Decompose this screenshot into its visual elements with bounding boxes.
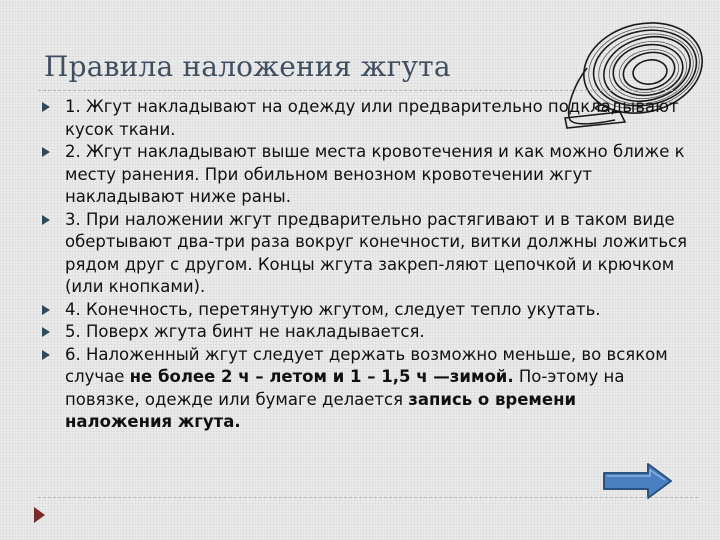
bullet-arrow-icon [42,305,50,315]
footer-divider [38,497,698,498]
list-item-text [65,345,668,432]
list-item [40,96,688,141]
triangle-marker-icon [34,507,45,523]
rules-list [40,96,688,434]
list-item-text-part: По-этому на повязке, одежде или бумаге делается [65,367,625,409]
list-item-text: 2. Жгут накладывают выше места кровотечения и как можно ближе к месту ранения. При обильном венозном кровотечении жгут накладывают ниже раны. [65,142,685,206]
list-item [40,344,688,434]
bullet-arrow-icon [42,327,50,337]
bullet-arrow-icon [42,147,50,157]
list-item-text: 3. При наложении жгут предварительно растягивают и в таком виде обертывают два-три раза вокруг конечности, витки должны ложиться рядом друг с другом. Концы жгута закреп-ляют цепочкой и крючком (или кнопками). [65,209,688,296]
list-item-text: 4. Конечность, перетянутую жгутом, следует тепло укутать. [65,299,601,319]
title-divider [38,90,678,91]
list-item [40,299,688,322]
list-item-text-part: 6. Наложенный жгут следует держать возможно меньше, во всяком случае [65,344,668,386]
list-item [40,321,688,344]
time-record-emphasis: запись о времени наложения жгута. [65,389,577,431]
list-item [40,209,688,299]
time-limit-emphasis: не более 2 ч – летом и 1 – 1,5 ч —зимой. [129,367,514,386]
list-item-text: 1. Жгут накладывают на одежду или предварительно подкладывают кусок ткани. [65,97,679,139]
bullet-arrow-icon [42,215,50,225]
list-item-text: 5. Поверх жгута бинт не накладывается. [65,322,425,341]
list-item [40,141,688,209]
bullet-arrow-icon [42,102,50,112]
slide-title: Правила наложения жгута [44,50,451,83]
next-arrow-icon[interactable] [602,462,674,500]
bullet-arrow-icon [42,350,50,360]
